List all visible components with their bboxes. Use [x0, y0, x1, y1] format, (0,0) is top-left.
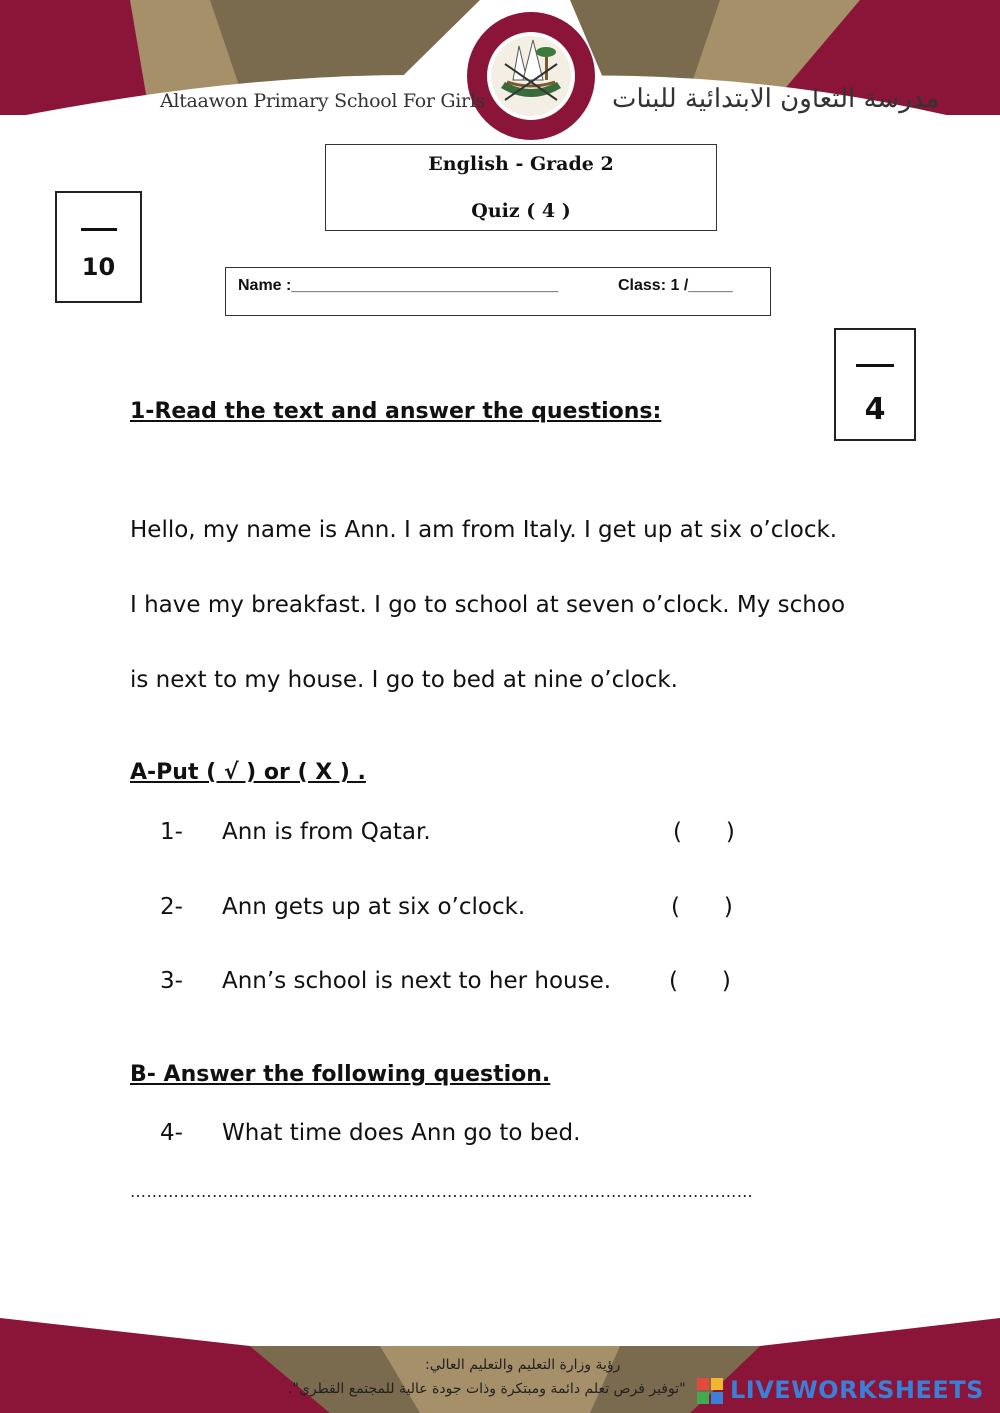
footer-vision-text: "توفير فرص تعلم دائمة ومبتكرة وذات جودة عالية للمجتمع القطري".: [288, 1381, 686, 1397]
question-text: Ann gets up at six o’clock.: [222, 894, 526, 920]
school-name-arabic: مدرسة التعاون الابتدائية للبنات: [612, 84, 940, 114]
question-number: 3-: [160, 968, 183, 994]
score-blank: [856, 364, 894, 367]
question-text: What time does Ann go to bed.: [222, 1120, 581, 1146]
total-score-box: [55, 191, 142, 303]
school-name-english: Altaawon Primary School For Girls: [160, 90, 486, 112]
qatar-emblem-icon: [461, 10, 601, 142]
quiz-number: Quiz ( 4 ): [471, 200, 571, 222]
passage-line-2: I have my breakfast. I go to school at seven o’clock. My schoo: [130, 592, 846, 618]
subject-title: English - Grade 2: [428, 153, 614, 175]
name-field[interactable]: Name :______________________________: [238, 277, 559, 294]
answer-line[interactable]: ……………………………………………………………………………………………………: [130, 1182, 754, 1201]
section-score-box: [834, 328, 916, 441]
partA-heading: A-Put ( √ ) or ( X ) .: [130, 760, 366, 785]
answer-brackets[interactable]: ( ): [671, 894, 733, 920]
question-number: 2-: [160, 894, 183, 920]
passage-line-3: is next to my house. I go to bed at nine o’clock.: [130, 667, 678, 693]
passage-line-1: Hello, my name is Ann. I am from Italy. I get up at six o’clock.: [130, 517, 838, 543]
quiz-title-box: [325, 144, 717, 231]
question-text: Ann’s school is next to her house.: [222, 968, 612, 994]
question-number: 4-: [160, 1120, 183, 1146]
answer-brackets[interactable]: ( ): [669, 968, 731, 994]
student-info-box: [225, 267, 771, 316]
answer-brackets[interactable]: ( ): [673, 819, 735, 845]
class-field[interactable]: Class: 1 /_____: [618, 277, 733, 294]
section-score-out-of: 4: [864, 392, 886, 427]
footer-vision-title: رؤية وزارة التعليم والتعليم العالي:: [425, 1357, 621, 1373]
partB-heading: B- Answer the following question.: [130, 1062, 551, 1087]
question-number: 1-: [160, 819, 183, 845]
liveworksheets-watermark: LIVEWORKSHEETS: [730, 1376, 984, 1404]
question-text: Ann is from Qatar.: [222, 819, 431, 845]
score-blank: [81, 228, 117, 231]
section1-heading: 1-Read the text and answer the questions:: [130, 399, 662, 424]
total-score-out-of: 10: [81, 253, 116, 281]
liveworksheets-logo-icon: [697, 1378, 725, 1404]
